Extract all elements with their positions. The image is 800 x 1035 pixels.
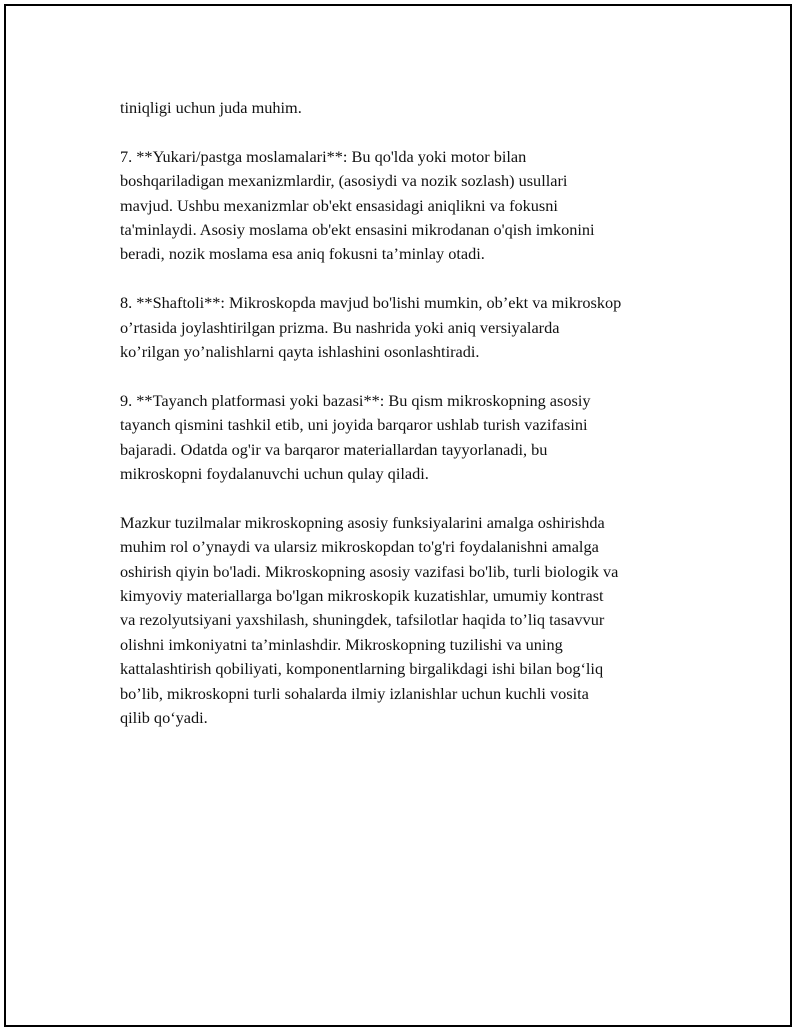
text-line: tayanch qismini tashkil etib, uni joyida barqaror ushlab turish vazifasini	[120, 415, 588, 435]
text-line: bajaradi. Odatda og'ir va barqaror materiallardan tayyorlanadi, bu	[120, 439, 548, 459]
text-line: oshirish qiyin bo'ladi. Mikroskopning asosiy vazifasi bo'lib, turli biologik va	[120, 561, 619, 581]
text-line: qilib qo‘yadi.	[120, 708, 208, 728]
document-body	[120, 96, 700, 755]
text-line: o’rtasida joylashtirilgan prizma. Bu nashrida yoki aniq versiyalarda	[120, 317, 560, 337]
text-line: kattalashtirish qobiliyati, komponentlarning birgalikdagi ishi bilan bog‘liq	[120, 659, 604, 679]
text-line: tiniqligi uchun juda muhim.	[120, 98, 302, 117]
text-line: beradi, nozik moslama esa aniq fokusni ta’minlay otadi.	[120, 244, 485, 264]
text-line: mavjud. Ushbu mexanizmlar ob'ekt ensasidagi aniqlikni va fokusni	[120, 195, 558, 215]
text-line: 9. **Tayanch platformasi yoki bazasi**: Bu qism mikroskopning asosiy	[120, 390, 591, 410]
text-line: boshqariladigan mexanizmlardir, (asosiydi va nozik sozlash) usullari	[120, 171, 568, 191]
text-line: Mazkur tuzilmalar mikroskopning asosiy funksiyalarini amalga oshirishda	[120, 512, 605, 532]
text-line: olishni imkoniyatni ta’minlashdir. Mikroskopning tuzilishi va uning	[120, 634, 563, 654]
text-line: kimyoviy materiallarga bo'lgan mikroskopik kuzatishlar, umumiy kontrast	[120, 586, 604, 606]
text-line: muhim rol o’ynaydi va ularsiz mikroskopdan to'g'ri foydalanishni amalga	[120, 537, 599, 557]
text-line: ko’rilgan yo’nalishlarni qayta ishlashini osonlashtiradi.	[120, 342, 480, 362]
text-line: bo’lib, mikroskopni turli sohalarda ilmiy izlanishlar uchun kuchli vosita	[120, 683, 589, 703]
paragraph-item-9	[120, 389, 700, 487]
paragraph-item-8	[120, 291, 700, 364]
text-line: va rezolyutsiyani yaxshilash, shuningdek, tafsilotlar haqida to’liq tasavvur	[120, 610, 605, 630]
paragraph-item-7	[120, 145, 700, 267]
text-line: mikroskopni foydalanuvchi uchun qulay qiladi.	[120, 464, 429, 484]
text-line: 7. **Yukari/pastga moslamalari**: Bu qo'lda yoki motor bilan	[120, 146, 527, 166]
paragraph-continuation	[120, 96, 700, 120]
document-page	[4, 4, 792, 1027]
paragraph-conclusion	[120, 511, 700, 731]
text-line: 8. **Shaftoli**: Mikroskopda mavjud bo'lishi mumkin, ob’ekt va mikroskop	[120, 293, 622, 313]
text-line: ta'minlaydi. Asosiy moslama ob'ekt ensasini mikrodanan o'qish imkonini	[120, 220, 595, 240]
